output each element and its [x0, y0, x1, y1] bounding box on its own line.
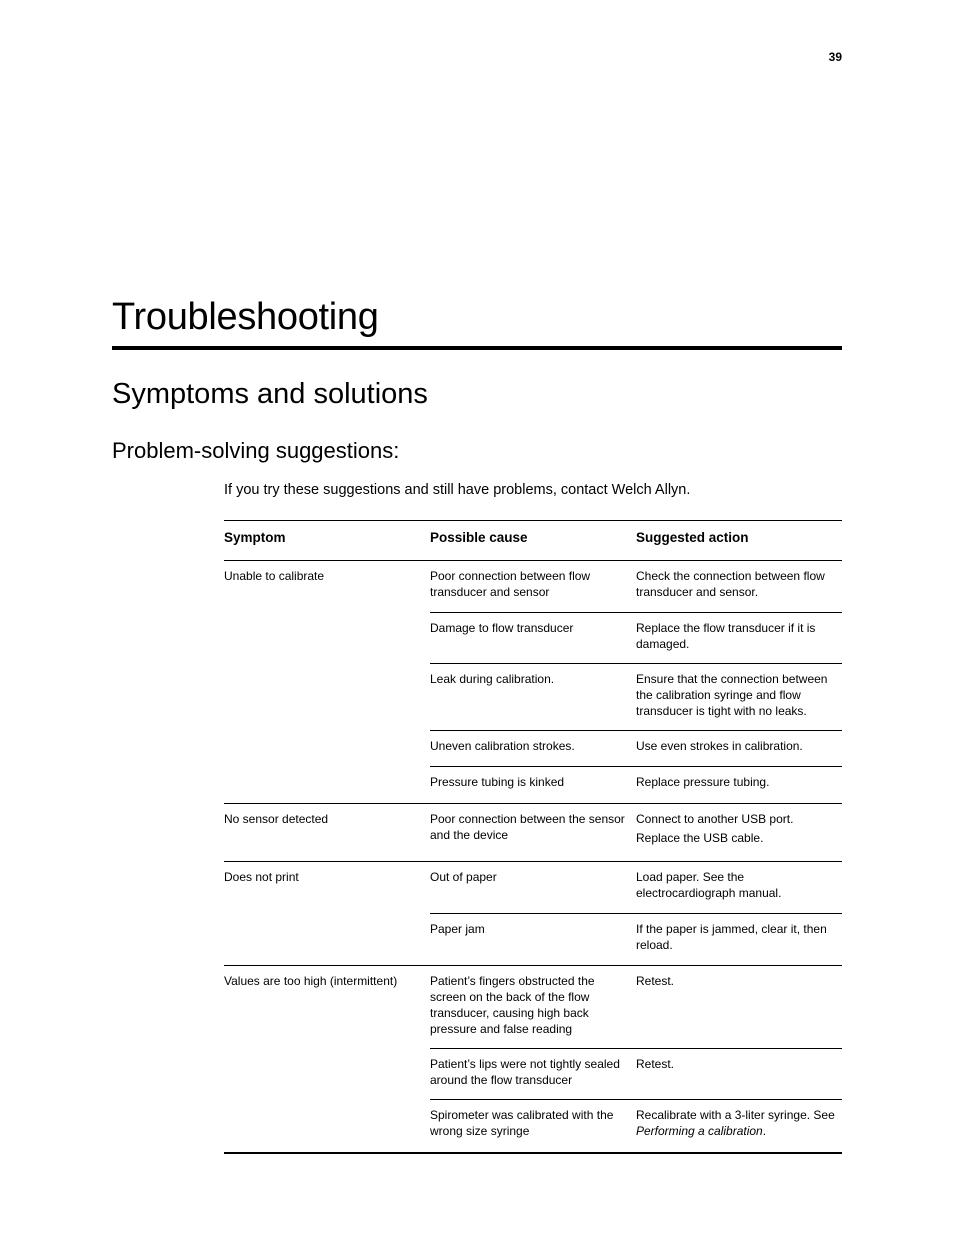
symptom-group-does-not-print	[224, 862, 842, 966]
header-possible-cause: Possible cause	[430, 530, 528, 545]
cause-cell: Poor connection between the sensor and the device	[430, 812, 625, 842]
action-text: Connect to another USB port.	[636, 812, 794, 826]
action-text: Replace pressure tubing.	[636, 775, 770, 789]
action-text: Replace the flow transducer if it is damaged.	[636, 621, 816, 651]
symptom-cell: Unable to calibrate	[224, 569, 325, 583]
action-cell	[636, 613, 842, 663]
symptom-group-values-too-high	[224, 966, 842, 1152]
action-cell	[636, 862, 842, 913]
table-row	[430, 966, 842, 1049]
action-cell	[636, 966, 842, 1048]
action-text: Ensure that the connection between the calibration syringe and flow transducer is tight with no leaks.	[636, 672, 828, 718]
action-text: If the paper is jammed, clear it, then reload.	[636, 922, 827, 952]
table-row	[430, 1049, 842, 1100]
action-text: Recalibrate with a 3-liter syringe. See	[636, 1108, 835, 1122]
table-row	[430, 613, 842, 664]
action-text: Replace the USB cable.	[636, 831, 764, 845]
table-header	[224, 521, 842, 561]
cross-reference-link[interactable]: Performing a calibration	[636, 1124, 763, 1138]
action-text: Retest.	[636, 974, 675, 988]
table-row	[430, 1100, 842, 1152]
cause-cell: Pressure tubing is kinked	[430, 775, 565, 789]
cause-cell: Poor connection between flow transducer and sensor	[430, 569, 591, 599]
table-row	[430, 731, 842, 767]
symptom-cell: No sensor detected	[224, 812, 329, 826]
action-cell	[636, 1049, 842, 1099]
action-cell	[636, 561, 842, 612]
chapter-title: Troubleshooting	[112, 296, 379, 338]
cause-cell: Uneven calibration strokes.	[430, 739, 575, 753]
header-suggested-action: Suggested action	[636, 530, 749, 545]
action-text: Check the connection between flow transducer and sensor.	[636, 569, 825, 599]
action-text: Use even strokes in calibration.	[636, 739, 803, 753]
action-text: Retest.	[636, 1057, 675, 1071]
table-row	[430, 804, 842, 861]
action-text-suffix: .	[762, 1124, 767, 1138]
table-row	[430, 664, 842, 731]
table-row	[430, 767, 842, 803]
symptom-cell: Does not print	[224, 870, 299, 884]
chapter-rule	[112, 346, 842, 350]
action-text: Load paper. See the electrocardiograph manual.	[636, 870, 782, 900]
action-cell	[636, 664, 842, 730]
cause-cell: Leak during calibration.	[430, 672, 555, 686]
table-row	[430, 914, 842, 965]
intro-text: If you try these suggestions and still have problems, contact Welch Allyn.	[224, 482, 691, 498]
troubleshooting-table	[224, 520, 842, 1154]
symptom-group-unable-to-calibrate	[224, 561, 842, 804]
symptom-cell: Values are too high (intermittent)	[224, 974, 398, 988]
cause-cell: Out of paper	[430, 870, 497, 884]
page-number: 39	[828, 50, 842, 64]
cause-cell: Damage to flow transducer	[430, 621, 574, 635]
header-symptom: Symptom	[224, 530, 286, 545]
table-row	[430, 561, 842, 613]
cause-cell: Paper jam	[430, 922, 485, 936]
cause-cell: Spirometer was calibrated with the wrong size syringe	[430, 1108, 614, 1138]
section-title: Symptoms and solutions	[112, 378, 428, 410]
cause-cell: Patient’s fingers obstructed the screen on the back of the flow transducer, causing high back pressure and false reading	[430, 974, 595, 1036]
action-cell	[636, 804, 842, 861]
action-cell	[636, 767, 842, 803]
action-cell	[636, 731, 842, 766]
action-cell	[636, 914, 842, 965]
symptom-group-no-sensor-detected	[224, 804, 842, 862]
table-row	[430, 862, 842, 914]
action-cell	[636, 1100, 842, 1152]
subsection-title: Problem-solving suggestions:	[112, 438, 400, 463]
cause-cell: Patient’s lips were not tightly sealed around the flow transducer	[430, 1057, 620, 1087]
